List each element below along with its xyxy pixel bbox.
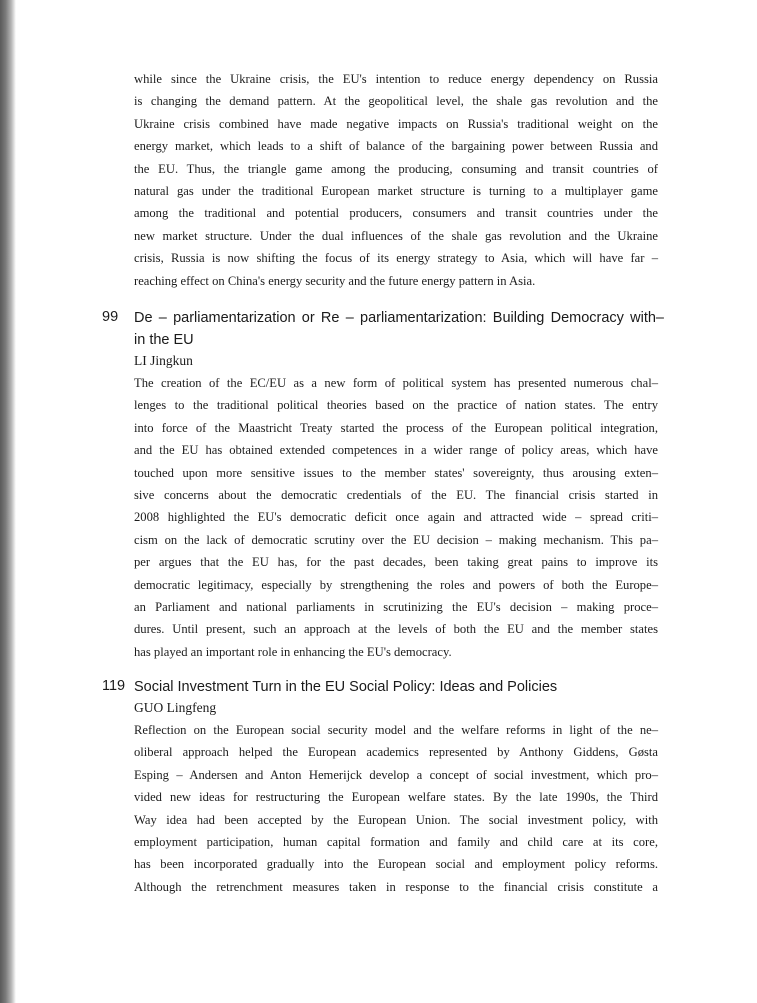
text-line: among the traditional and potential producers, consumers and transit countries under the bbox=[134, 206, 658, 221]
text-line: and the EU has obtained extended competences in a wider range of policy areas, which have bbox=[134, 443, 658, 458]
text-line: the EU. Thus, the triangle game among the producing, consuming and transit countries of bbox=[134, 161, 658, 176]
entry-abstract bbox=[134, 372, 658, 663]
entry-author: LI Jingkun bbox=[134, 353, 193, 368]
text-line: touched upon more sensitive issues to the member states' sovereignty, thus arousing exten– bbox=[134, 465, 658, 480]
text-line: energy market, which leads to a shift of balance of the bargaining power between Russia and bbox=[134, 139, 658, 154]
entry-title bbox=[134, 676, 664, 698]
text-line: cism on the lack of democratic scrutiny over the EU decision – making mechanism. This pa– bbox=[134, 532, 658, 547]
text-line: Reflection on the European social security model and the welfare reforms in light of the ne– bbox=[134, 723, 658, 737]
title-line: in the EU bbox=[134, 332, 194, 348]
text-line: Although the retrenchment measures taken in response to the financial crisis constitute a bbox=[134, 879, 658, 894]
text-line: per argues that the EU has, for the past decades, been taking great pains to improve its bbox=[134, 555, 658, 570]
entry-author: GUO Lingfeng bbox=[134, 700, 217, 715]
text-line: Way idea had been accepted by the European Union. The social investment policy, with bbox=[134, 812, 658, 827]
text-line: crisis, Russia is now shifting the focus of its energy strategy to Asia, which will have far – bbox=[134, 251, 658, 266]
text-line: has been incorporated gradually into the European social and employment policy reforms. bbox=[134, 857, 658, 872]
text-line: oliberal approach helped the European academics represented by Anthony Giddens, Gøsta bbox=[134, 745, 658, 760]
text-line: lenges to the traditional political theories based on the practice of nation states. The entry bbox=[134, 398, 658, 413]
text-line: sive concerns about the democratic credentials of the EU. The financial crisis started in bbox=[134, 488, 658, 503]
title-line: De – parliamentarization or Re – parliamentarization: Building Democracy with– bbox=[134, 310, 664, 326]
text-line: The creation of the EC/EU as a new form of political system has presented numerous chal– bbox=[134, 376, 658, 390]
text-line: new market structure. Under the dual influences of the shale gas revolution and the Ukraine bbox=[134, 228, 658, 243]
text-line: while since the Ukraine crisis, the EU's intention to reduce energy dependency on Russia bbox=[134, 72, 658, 86]
text-line: natural gas under the traditional European market structure is turning to a multiplayer game bbox=[134, 184, 658, 199]
text-line: vided new ideas for restructuring the European welfare states. By the late 1990s, the Third bbox=[134, 790, 658, 805]
entry-page-number: 99 bbox=[102, 309, 119, 325]
entry-title bbox=[134, 307, 664, 351]
text-line: into force of the Maastricht Treaty started the process of the European political integration, bbox=[134, 420, 658, 435]
text-line: 2008 highlighted the EU's democratic deficit once again and attracted wide – spread criti– bbox=[134, 510, 658, 525]
continued-abstract bbox=[134, 68, 658, 292]
text-line: employment participation, human capital formation and family and child care at its core, bbox=[134, 835, 658, 850]
text-line: an Parliament and national parliaments in scrutinizing the EU's decision – making proce– bbox=[134, 600, 658, 615]
text-line: Esping – Andersen and Anton Hemerijck develop a concept of social investment, which pro– bbox=[134, 767, 658, 782]
text-line: democratic legitimacy, especially by strengthening the roles and powers of both the Europe– bbox=[134, 577, 658, 592]
entry-abstract bbox=[134, 719, 658, 898]
title-line: Social Investment Turn in the EU Social Policy: Ideas and Policies bbox=[134, 679, 558, 695]
text-line: dures. Until present, such an approach at the levels of both the EU and the member states bbox=[134, 622, 658, 637]
text-line: has played an important role in enhancing the EU's democracy. bbox=[134, 644, 452, 659]
text-line: reaching effect on China's energy security and the future energy pattern in Asia. bbox=[134, 273, 536, 288]
text-line: Ukraine crisis combined have made negative impacts on Russia's traditional weight on the bbox=[134, 116, 658, 131]
entry-page-number: 119 bbox=[102, 678, 126, 694]
text-line: is changing the demand pattern. At the geopolitical level, the shale gas revolution and the bbox=[134, 94, 658, 109]
